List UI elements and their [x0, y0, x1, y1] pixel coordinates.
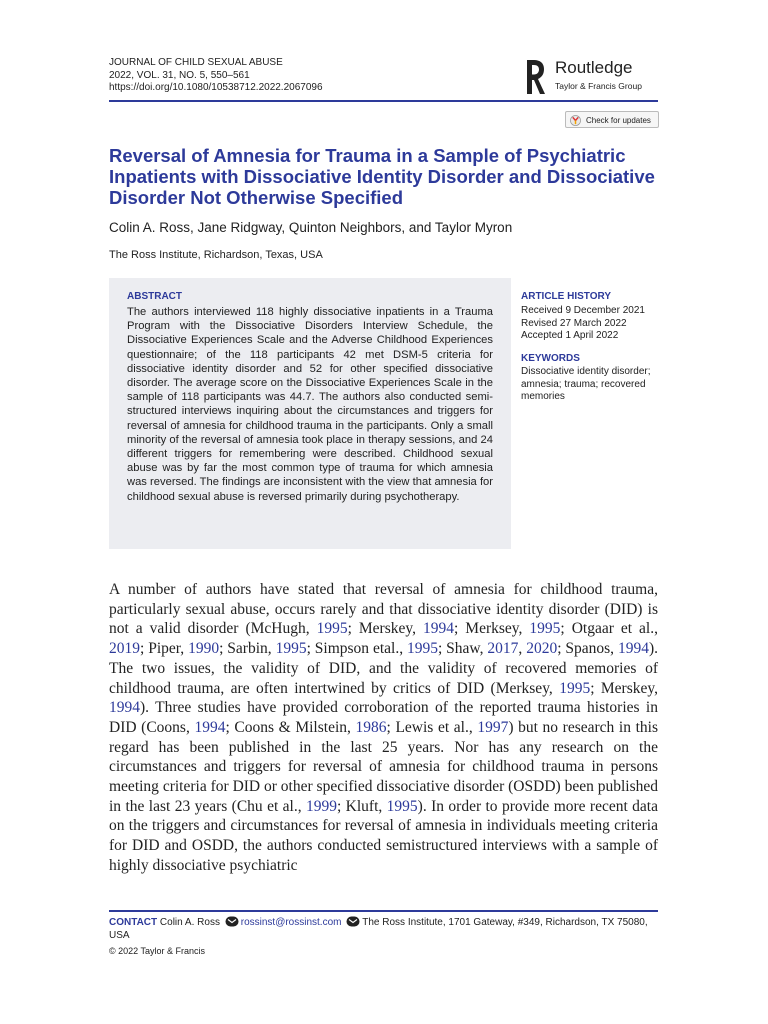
body-text-run: ; Coons & Milstein,	[225, 718, 356, 736]
citation-link[interactable]: 1994	[109, 699, 140, 717]
envelope-icon	[225, 916, 239, 927]
body-text-run: ; Kluft,	[336, 797, 387, 815]
abstract-heading: ABSTRACT	[127, 291, 182, 302]
revised-date: Revised 27 March 2022	[521, 317, 627, 329]
citation-link[interactable]: 1995	[529, 620, 561, 638]
routledge-r-icon	[525, 58, 545, 96]
check-for-updates-button[interactable]	[565, 111, 659, 128]
article-history-list	[521, 305, 645, 343]
citation-link[interactable]: 1995	[559, 679, 591, 697]
contact-email-link[interactable]: rossinst@rossinst.com	[240, 917, 342, 928]
footer-divider	[109, 910, 658, 912]
author-list: Colin A. Ross, Jane Ridgway, Quinton Neighbors, and Taylor Myron	[109, 220, 513, 235]
article-title: Reversal of Amnesia for Trauma in a Sample of Psychiatric Inpatients with Dissociative Identity Disorder and Dissociative Disorder Not Otherwise Specified	[109, 145, 655, 208]
keywords-heading: KEYWORDS	[521, 353, 580, 364]
contact-label: CONTACT	[109, 917, 158, 928]
publisher-group: Taylor & Francis Group	[555, 81, 642, 91]
citation-link[interactable]: 1995	[386, 797, 418, 815]
body-text-run: ). Three studies have provided corroboration of the reported trauma histories in DID (Coons,	[109, 699, 658, 736]
publisher-logo	[523, 58, 658, 98]
body-text-run: ; Otgaar et al.,	[560, 620, 658, 638]
contact-line	[109, 916, 658, 942]
journal-name: JOURNAL OF CHILD SEXUAL ABUSE	[109, 57, 283, 68]
body-text-run: ). The two issues, the validity of DID, and the validity of recovered memories of childhood trauma, are often intertwined by critics of DID (Merksey,	[109, 640, 659, 697]
body-paragraph	[109, 580, 658, 876]
contact-name: Colin A. Ross	[159, 917, 220, 928]
citation-link[interactable]: 1986	[355, 718, 387, 736]
header-divider	[109, 100, 658, 102]
abstract-text: The authors interviewed 118 highly dissociative inpatients in a Trauma Program with the Dissociative Disorders Interview Schedule, the Dissociative Experiences Scale and the Adverse Childhood Experiences questionnaire; of the 118 participants 42 met DSM-5 criteria for dissociative identity disorder and 52 for other specified dissociative disorder. The average score on the Dissociative Experiences Scale in the sample of 118 participants was 44.7. The authors also conducted semi-structured interviews inquiring about the circumstances and triggers for reversal of amnesia for childhood trauma in the participants. Only a small minority of the reversal of amnesia took place in therapy sessions, and 24 different triggers for remembering were described. Childhood sexual abuse was by far the most common type of trauma for which amnesia was reversed. The findings are inconsistent with the view that amnesia for childhood sexual abuse is reversed primarily during psychotherapy.	[127, 306, 493, 503]
citation-link[interactable]: 2020	[526, 640, 558, 658]
crossmark-icon	[570, 115, 581, 126]
publisher-name: Routledge	[555, 58, 633, 77]
body-text-run: ; Shaw,	[437, 640, 488, 658]
body-text-run: ; Merskey,	[347, 620, 423, 638]
accepted-date: Accepted 1 April 2022	[521, 330, 619, 341]
body-text-run: ; Spanos,	[557, 640, 618, 658]
body-text-run: A number of authors have stated that reversal of amnesia for childhood trauma, particularly sexual abuse, occurs rarely and that dissociative identity disorder (DID) is not a valid disorder (McHugh,	[109, 581, 658, 638]
body-text-run: ; Sarbin,	[219, 640, 276, 658]
citation-link[interactable]: 1995	[406, 640, 438, 658]
body-text-run: ; Merskey,	[590, 679, 658, 697]
journal-issue: 2022, VOL. 31, NO. 5, 550–561	[109, 69, 250, 81]
article-history-heading: ARTICLE HISTORY	[521, 291, 612, 302]
envelope-icon	[346, 916, 360, 927]
citation-link[interactable]: 1997	[477, 718, 509, 736]
citation-link[interactable]: 1995	[316, 620, 348, 638]
copyright: © 2022 Taylor & Francis	[109, 946, 206, 956]
citation-link[interactable]: 1990	[188, 640, 220, 658]
keywords-text: Dissociative identity disorder; amnesia; trauma; recovered memories	[521, 366, 651, 402]
citation-link[interactable]: 2017	[487, 640, 519, 658]
body-text-run: ) but no research in this regard has been published in the last 25 years. Nor has any research on the circumstances and triggers for reversal of amnesia for childhood trauma in persons meeting criteria for DID or other specified dissociative disorder (OSDD) been published in the last 23 years (Chu et al.,	[109, 718, 659, 815]
body-text-run: ; Simpson etal.,	[306, 640, 407, 658]
body-text-run: ,	[518, 640, 527, 658]
contact-address: The Ross Institute, 1701 Gateway, #349, Richardson, TX 75080, USA	[109, 917, 648, 941]
body-text-run: ). In order to provide more recent data on the triggers and circumstances for reversal of amnesia in individuals meeting criteria for DID and OSDD, the authors conducted semistructured interviews with a sample of highly dissociative psychiatric	[109, 797, 658, 874]
affiliation: The Ross Institute, Richardson, Texas, USA	[109, 249, 323, 261]
journal-header	[109, 57, 323, 95]
body-text-run: ; Piper,	[140, 640, 189, 658]
citation-link[interactable]: 1994	[194, 718, 226, 736]
body-text-run: ; Lewis et al.,	[386, 718, 478, 736]
check-for-updates-label: Check for updates	[586, 116, 651, 125]
citation-link[interactable]: 1999	[305, 797, 337, 815]
citation-link[interactable]: 1994	[423, 620, 454, 638]
citation-link[interactable]: 2019	[109, 640, 140, 658]
citation-link[interactable]: 1994	[617, 640, 649, 658]
body-text-run: ; Merksey,	[454, 620, 530, 638]
doi-link[interactable]: https://doi.org/10.1080/10538712.2022.2067096	[109, 82, 323, 93]
citation-link[interactable]: 1995	[275, 640, 307, 658]
received-date: Received 9 December 2021	[521, 305, 645, 316]
